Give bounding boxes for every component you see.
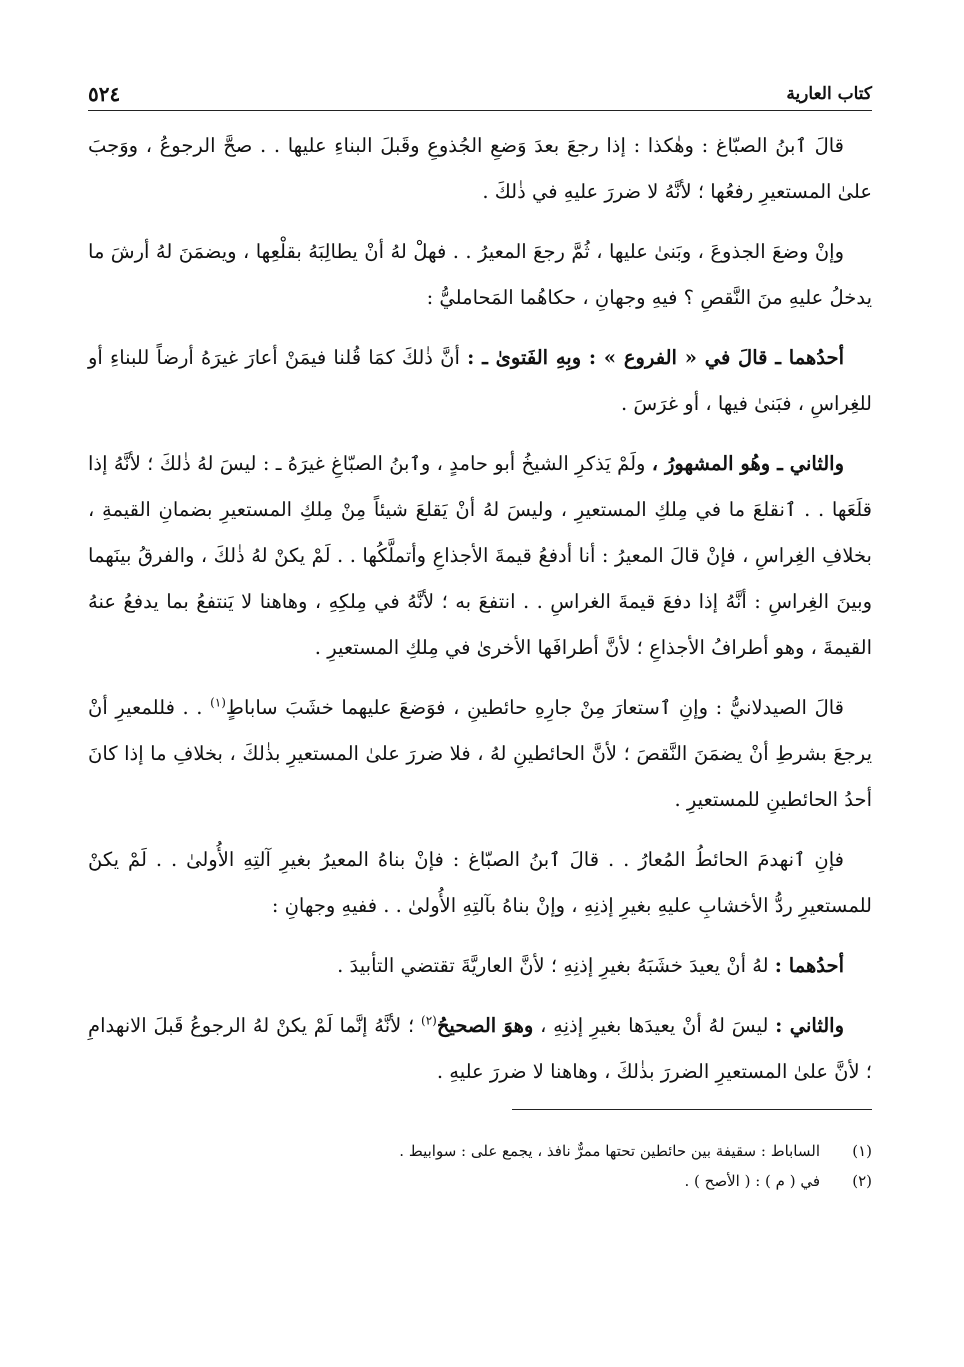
paragraph-text: فإنِ ٱنهدمَ الحائطُ المُعارُ . . قالَ ٱبنُ الصبّاغ : فإنْ بناهُ المعيرُ بغيرِ آلتِهِ الأُولىٰ . . لَمْ يكنْ للمستعيرِ ردُّ الأخشابِ عليهِ بغيرِ إذنِهِ ، وإنْ بناهُ بآلتِهِ الأُولىٰ . . ففيهِ وجهانِ : [88, 848, 872, 917]
paragraph-text: قالَ الصيدلانيُّ : وإنِ ٱستعارَ مِنْ جارِهِ حائطينِ ، فوَضعَ عليهما خشَبَ ساباطٍ [225, 696, 844, 719]
paragraph-emphasis: وهوَ الصحيحُ [436, 1014, 534, 1037]
footnote-number: (١) [852, 1142, 872, 1160]
paragraph-lead: أحدُهما : [774, 954, 844, 977]
paragraph-text: لهُ أنْ يعيدَ خشَبَهُ بغيرِ إذنِهِ ؛ لأنَّ العاريَّةَ تقتضي التأبيدَ . [337, 954, 775, 977]
paragraph-lead: والثاني : [775, 1014, 844, 1037]
book-page [88, 80, 872, 1196]
paragraph-text: قالَ ٱبنُ الصبّاغ : وهٰكذا : إذا رجعَ بعدَ وَضعِ الجُذوعِ وقَبلَ البناءِ عليها . . صحَّ الرجوعُ ، ووَجبَ علىٰ المستعيرِ رفعُها ؛ لأنَّهُ لا ضررَ عليهِ في ذٰلكَ . [88, 134, 872, 203]
paragraph-text: ولَمْ يَذكرِ الشيخُ أبو حامدٍ ، وٱبنُ الصبّاغِ غيرَهُ ـ : ليسَ لهُ ذٰلكَ ؛ لأنَّهُ إذا قلَعَها . . ٱنقلعَ ما في مِلكِ المستعيرِ ، وليسَ لهُ أنْ يَقلعَ شيئاً مِنْ مِلكِ المستعيرِ بضمانِ القيمةِ ، بخلافِ الغِراسِ ، فإنْ قالَ المعيرُ : أنا أدفعُ قيمةَ الأجذاعِ وأتملَّكُها . . لَمْ يكنْ لهُ ذٰلكَ ، والفرقُ بينَهما وبينَ الغِراسِ : أنَّهُ إذا دفعَ قيمةَ الغراسِ . . انتفعَ به ؛ لأنَّهُ في مِلكِهِ ، وهاهنا لا يَنتفعُ بما يدفعُ عنهُ القيمةَ ، وهو أطرافُ الأجذاعِ ؛ لأنَّ أطرافَها الأخرىٰ في مِلكِ المستعيرِ . [88, 452, 872, 659]
paragraph [88, 1003, 872, 1095]
page-header [88, 80, 872, 111]
page-body [88, 123, 872, 1095]
footnote-marker: (١) [210, 695, 226, 710]
paragraph [88, 943, 872, 989]
paragraph [88, 123, 872, 215]
paragraph [88, 229, 872, 321]
paragraph-text: أنَّ ذٰلكَ كمَا قُلنا فيمَنْ أعارَ غيرَهُ أرضاً للبناءِ أو للغِراسِ ، فبَنىٰ فيها ، أو غرَسَ . [88, 346, 872, 415]
paragraph-lead: أحدُهما ـ قالَ في « الفروع » : وبِهِ الفَتوىٰ ـ : [467, 346, 844, 369]
paragraph [88, 335, 872, 427]
running-title: كتاب العارية [786, 84, 872, 104]
footnotes [88, 1136, 872, 1196]
paragraph [88, 685, 872, 823]
paragraph-text-continued: . . فللمعيرِ أنْ يرجعَ بشرطِ أنْ يضمَنَ النَّقصَ ؛ لأنَّ الحائطينِ لهُ ، فلا ضررَ علىٰ المستعيرِ بذٰلكَ ، بخلافِ ما إذا كانَ أحدُ الحائطينِ للمستعيرِ . [88, 696, 872, 811]
footnote [88, 1166, 872, 1196]
footnote-separator [512, 1109, 872, 1110]
paragraph [88, 837, 872, 929]
paragraph-text: وإنْ وضعَ الجذوعَ ، وبَنىٰ عليها ، ثُمَّ رجعَ المعيرُ . . فهلْ لهُ أنْ يطالِبَهُ بقلْعِها ، ويضمَنَ لهُ أرشَ ما يدخلُ عليهِ منَ النَّقصِ ؟ فيهِ وجهانِ ، حكاهُما المَحامليُّ : [88, 240, 872, 309]
paragraph [88, 441, 872, 671]
footnote-number: (٢) [852, 1172, 872, 1190]
paragraph-text-continued: ؛ لأنَّهُ إنَّما لَمْ يكنْ لهُ الرجوعُ قَبلَ الانهدامِ ؛ لأنَّ علىٰ المستعيرِ الضررَ بذٰلكَ ، وهاهنا لا ضررَ عليهِ . [88, 1014, 872, 1083]
footnote-marker: (٢) [421, 1013, 437, 1028]
footnote-text: الساباط : سقيفة بين حائطين تحتها ممرٌّ نافذ ، يجمع على : سوابيط . [399, 1142, 820, 1160]
paragraph-text: ليسَ لهُ أنْ يعيدَها بغيرِ إذنِهِ ، [533, 1014, 776, 1037]
footnote [88, 1136, 872, 1166]
paragraph-lead: والثاني ـ وهُو المشهورُ ، [651, 452, 845, 475]
page-number: ٥٢٤ [88, 82, 121, 106]
footnote-text: في ( م ) : ( الأصح ) . [684, 1172, 820, 1190]
